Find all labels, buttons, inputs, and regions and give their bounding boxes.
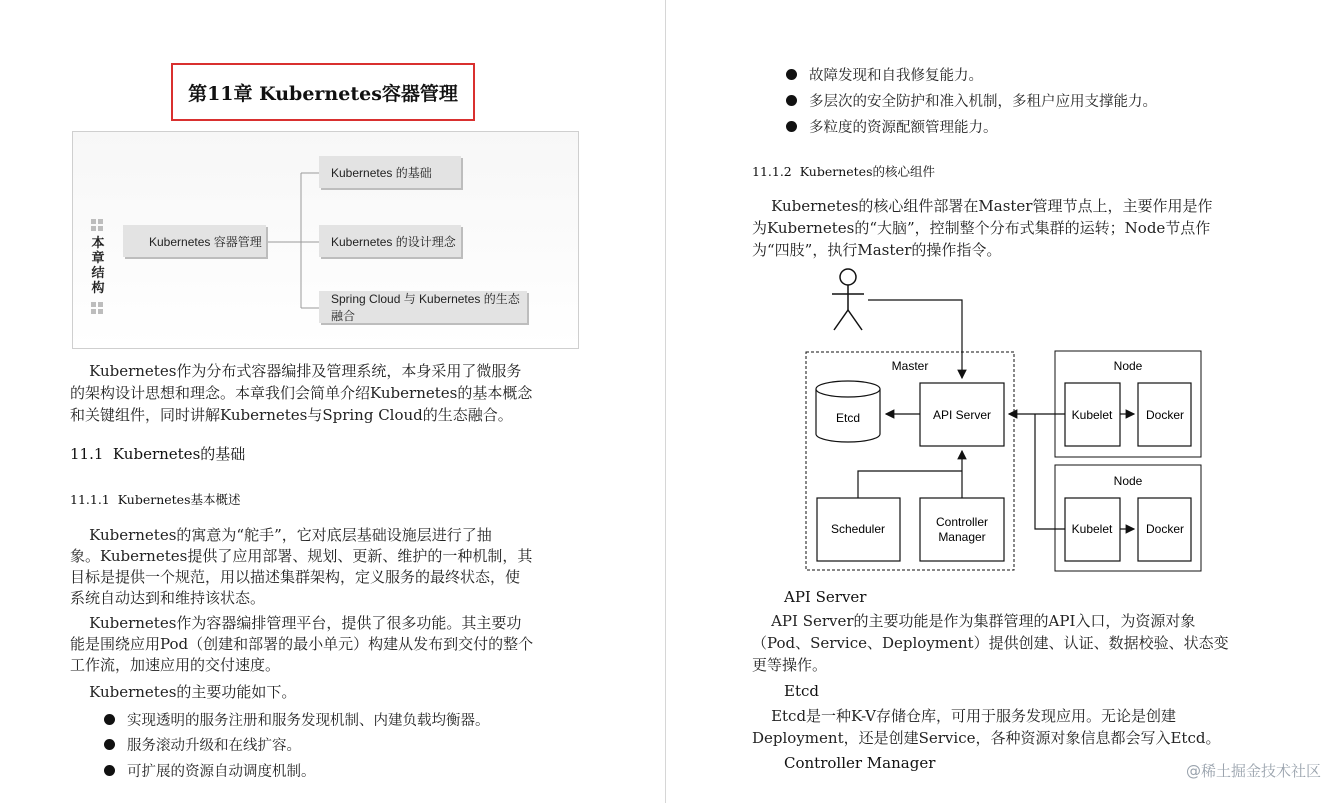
r-para1-line-3: 为“四肢”，执行Master的操作指令。 (752, 241, 1002, 259)
bullet-icon (786, 69, 797, 80)
right-bullet-3: 多粒度的资源配额管理能力。 (786, 116, 998, 137)
scheduler-label: Scheduler (830, 522, 886, 536)
docker-label-1: Docker (1145, 408, 1185, 422)
right-bullet-2: 多层次的安全防护和准入机制，多租户应用支撑能力。 (786, 90, 1157, 111)
section-11-1-heading: 11.1 Kubernetes的基础 (70, 445, 246, 463)
kubelet-label-1: Kubelet (1071, 408, 1113, 422)
api-para-line-1: API Server的主要功能是作为集群管理的API入口，为资源对象 (752, 612, 1196, 630)
structure-node-ecosystem: Spring Cloud 与 Kubernetes 的生态融合 (319, 291, 527, 323)
left-bullet-3: 可扩展的资源自动调度机制。 (104, 760, 316, 781)
api-para-line-3: 更等操作。 (752, 656, 828, 674)
r-para1-line-2: 为Kubernetes的“大脑”，控制整个分布式集群的运转；Node节点作 (752, 219, 1211, 237)
para3: Kubernetes的主要功能如下。 (70, 683, 297, 701)
para2-line-3: 工作流，加速应用的交付速度。 (70, 656, 281, 674)
dots-icon-top (91, 219, 103, 231)
kubernetes-architecture-diagram (800, 262, 1210, 574)
r-para1-line-1: Kubernetes的核心组件部署在Master管理节点上，主要作用是作 (752, 197, 1213, 215)
bullet-icon (786, 95, 797, 106)
dots-icon-bottom (91, 302, 103, 314)
section-11-1-1-heading: 11.1.1 Kubernetes基本概述 (70, 492, 241, 507)
controller-manager-title: Controller Manager (784, 754, 936, 772)
controller-label-1: Controller (935, 515, 989, 529)
user-icon (832, 269, 864, 330)
section-11-1-2-heading: 11.1.2 Kubernetes的核心组件 (752, 164, 935, 179)
etcd-title: Etcd (784, 682, 819, 700)
left-bullet-2: 服务滚动升级和在线扩容。 (104, 734, 301, 755)
etcd-para-line-1: Etcd是一种K-V存储仓库，可用于服务发现应用。无论是创建 (752, 707, 1176, 725)
para1-line-4: 系统自动达到和维持该状态。 (70, 589, 266, 607)
para2-line-1: Kubernetes作为容器编排管理平台，提供了很多功能。其主要功 (70, 614, 522, 632)
controller-label-2: Manager (938, 530, 986, 544)
kubelet-label-2: Kubelet (1071, 522, 1113, 536)
bullet-icon (786, 121, 797, 132)
structure-node-design: Kubernetes 的设计理念 (319, 225, 461, 257)
etcd-label: Etcd (835, 411, 861, 425)
node-label-1: Node (1113, 359, 1143, 373)
api-server-label: API Server (932, 408, 992, 422)
para2-line-2: 能是围绕应用Pod（创建和部署的最小单元）构建从发布到交付的整个 (70, 635, 534, 653)
intro-line-3: 和关键组件，同时讲解Kubernetes与Spring Cloud的生态融合。 (70, 406, 513, 424)
structure-root-node: Kubernetes 容器管理 (123, 225, 266, 257)
api-server-title: API Server (784, 588, 867, 606)
para1-line-1: Kubernetes的寓意为“舵手”，它对底层基础设施层进行了抽 (70, 526, 492, 544)
bullet-icon (104, 765, 115, 776)
page-spine (665, 0, 666, 803)
intro-line-2: 的架构设计思想和理念。本章我们会简单介绍Kubernetes的基本概念 (70, 384, 533, 402)
para1-line-3: 目标是提供一个规范，用以描述集群架构，定义服务的最终状态，使 (70, 568, 521, 586)
api-para-line-2: （Pod、Service、Deployment）提供创建、认证、数据校验、状态变 (752, 634, 1229, 652)
right-bullet-1: 故障发现和自我修复能力。 (786, 64, 983, 85)
docker-label-2: Docker (1145, 522, 1185, 536)
bullet-icon (104, 714, 115, 725)
chapter-title: 第11章 Kubernetes容器管理 (171, 63, 475, 121)
node-label-2: Node (1113, 474, 1143, 488)
watermark: @稀土掘金技术社区 (1185, 762, 1321, 780)
structure-label: 本章结构 (91, 236, 105, 296)
bullet-icon (104, 739, 115, 750)
left-bullet-1: 实现透明的服务注册和服务发现机制、内建负载均衡器。 (104, 709, 490, 730)
etcd-para-line-2: Deployment，还是创建Service，各种资源对象信息都会写入Etcd。 (752, 729, 1221, 747)
master-label: Master (891, 359, 929, 373)
structure-node-basics: Kubernetes 的基础 (319, 156, 461, 188)
intro-line-1: Kubernetes作为分布式容器编排及管理系统，本身采用了微服务 (70, 362, 522, 380)
para1-line-2: 象。Kubernetes提供了应用部署、规划、更新、维护的一种机制，其 (70, 547, 533, 565)
